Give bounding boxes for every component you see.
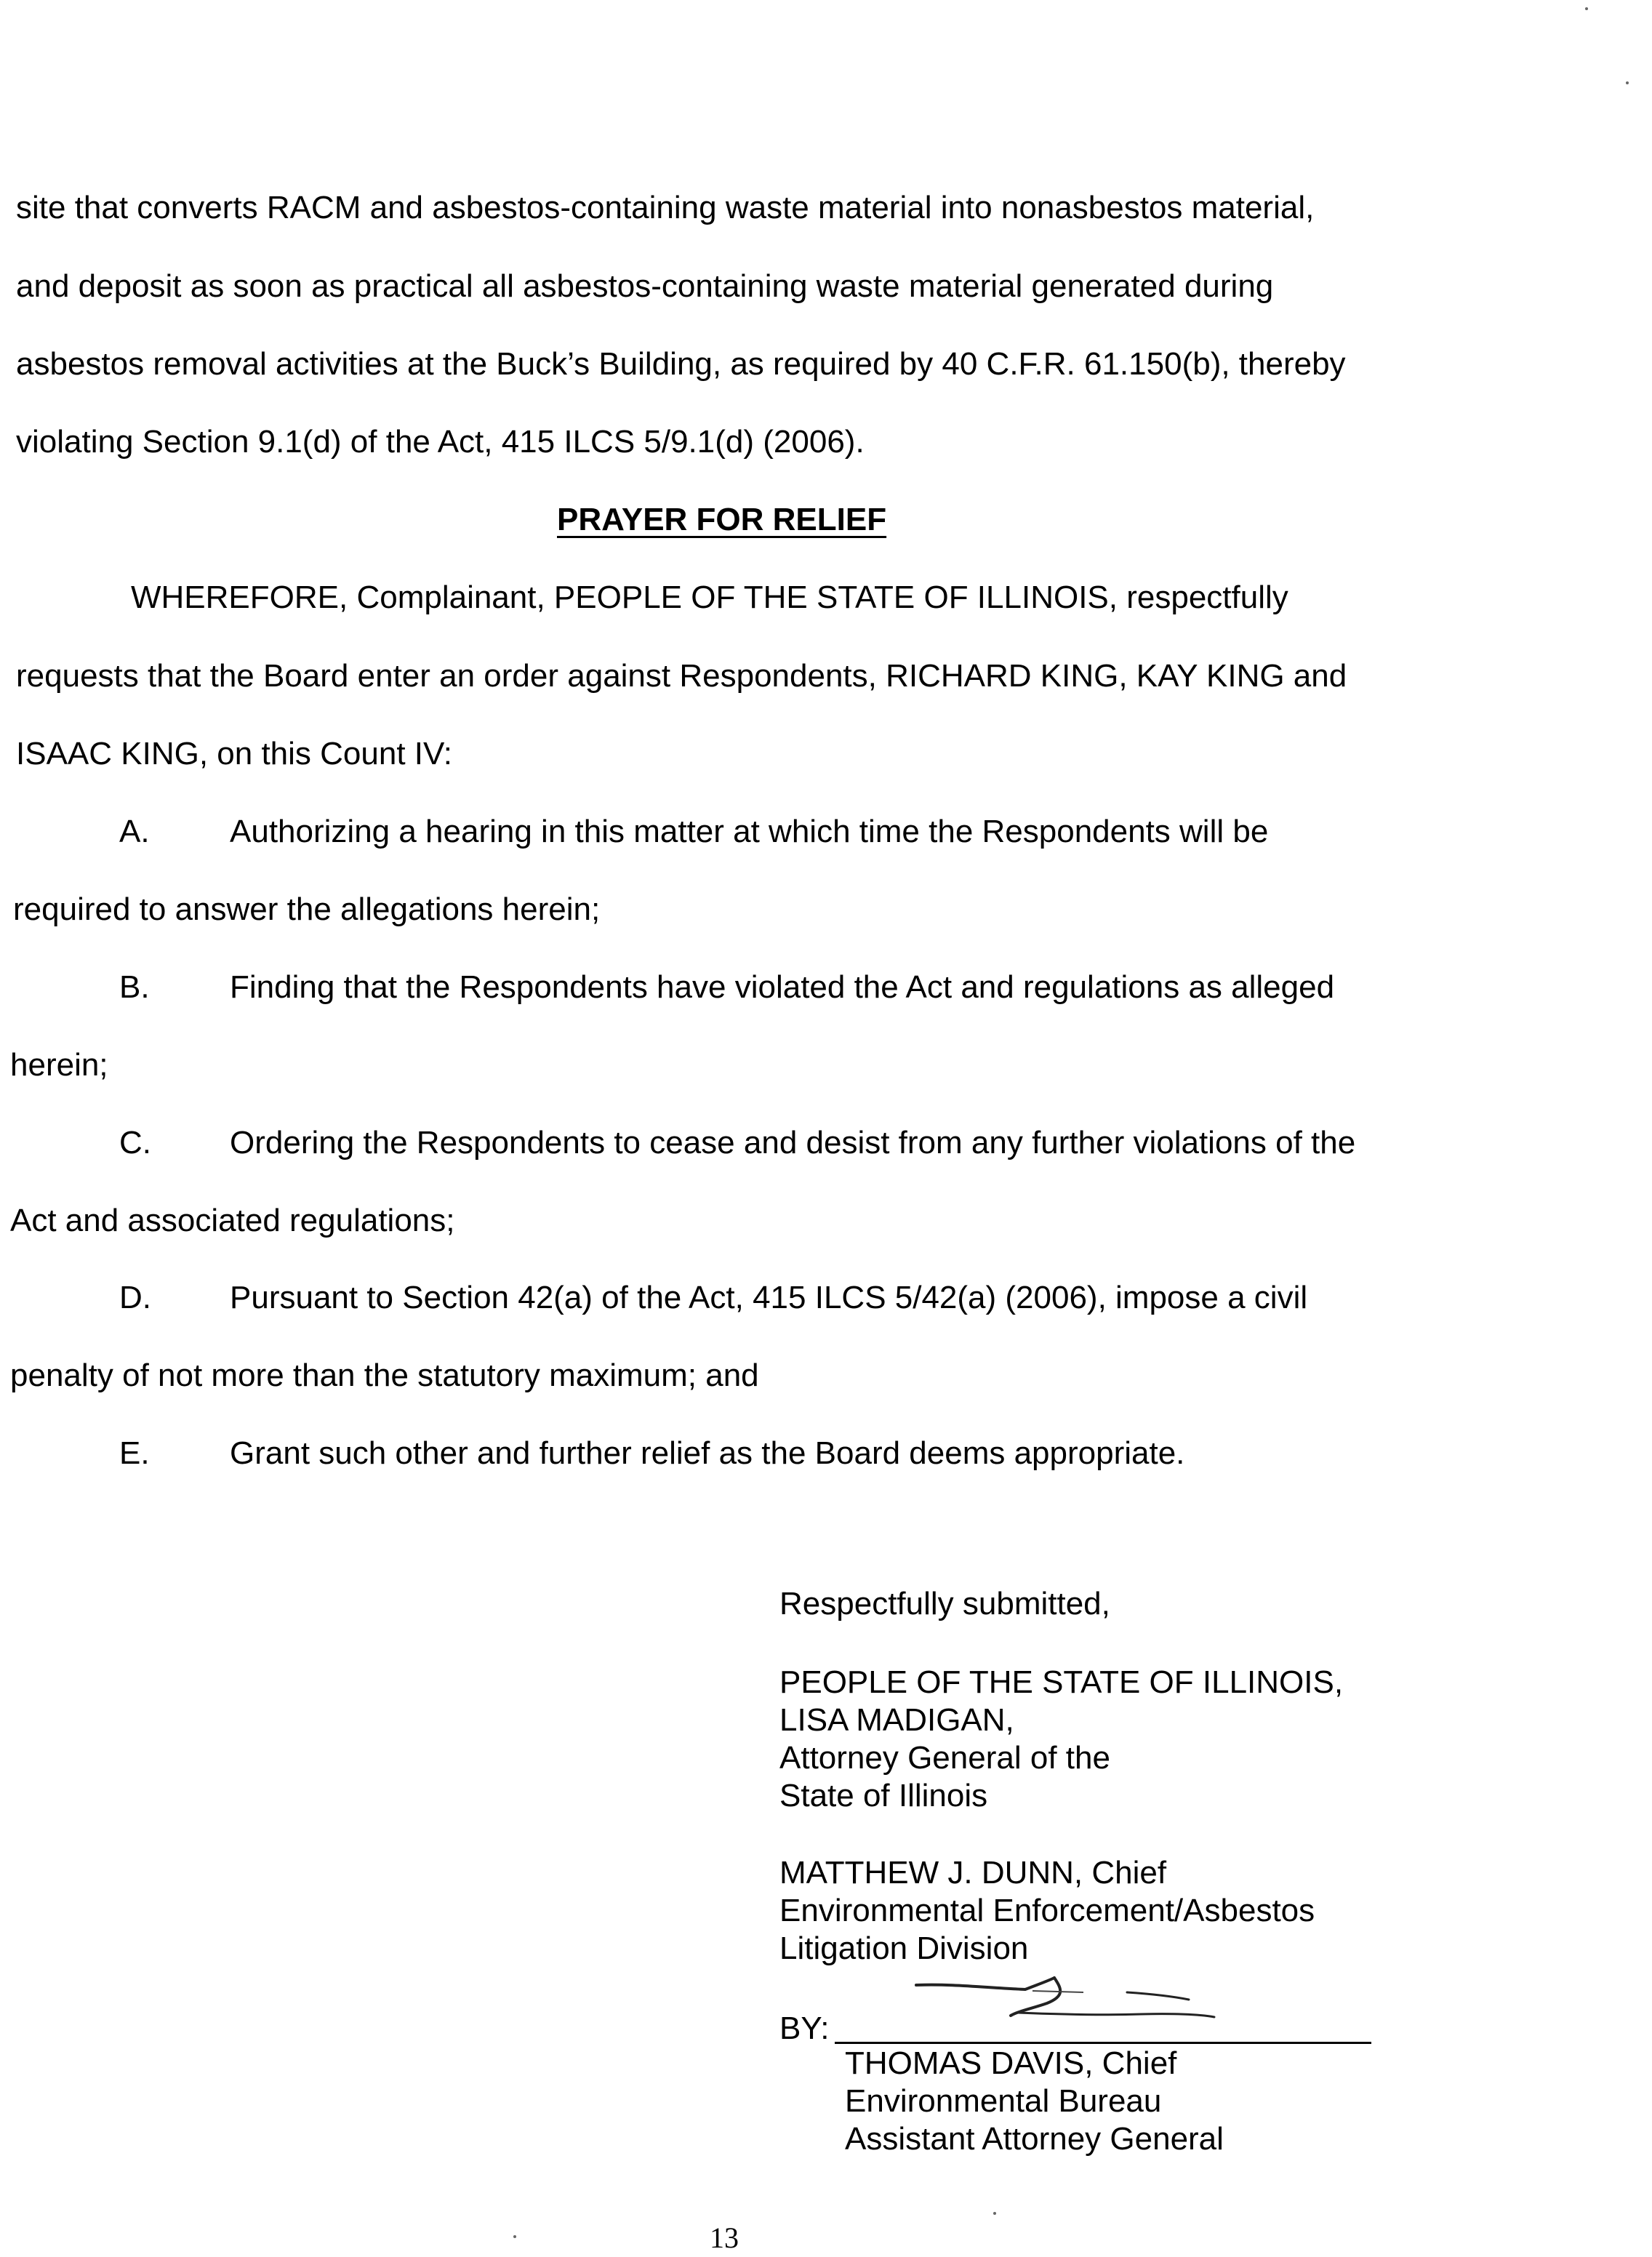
- continuation-line-3: asbestos removal activities at the Buck’s Building, as required by 40 C.F.R. 61.150(b), thereby: [16, 346, 1346, 382]
- scan-speck: [1626, 81, 1629, 84]
- chief-line-1: MATTHEW J. DUNN, Chief: [779, 1855, 1167, 1891]
- item-e-text: Grant such other and further relief as the Board deems appropriate.: [230, 1435, 1185, 1471]
- item-c-text: Ordering the Respondents to cease and desist from any further violations of the: [230, 1125, 1356, 1160]
- party-line-4: State of Illinois: [779, 1777, 988, 1813]
- continuation-line-4: violating Section 9.1(d) of the Act, 415 ILCS 5/9.1(d) (2006).: [16, 424, 865, 460]
- party-block: [779, 1664, 1343, 1815]
- item-e-label: E.: [119, 1435, 150, 1471]
- item-c-label: C.: [119, 1125, 151, 1160]
- item-d-continuation: penalty of not more than the statutory maximum; and: [10, 1358, 759, 1393]
- item-c-continuation: Act and associated regulations;: [10, 1203, 455, 1238]
- wherefore-line-1: WHEREFORE, Complainant, PEOPLE OF THE STATE OF ILLINOIS, respectfully: [131, 580, 1288, 615]
- prayer-for-relief-heading: PRAYER FOR RELIEF: [557, 502, 887, 537]
- page-number: 13: [710, 2221, 739, 2254]
- chief-block: [779, 1854, 1315, 1968]
- handwritten-signature: [909, 1963, 1229, 2029]
- by-label: BY:: [779, 2011, 830, 2046]
- item-d-text: Pursuant to Section 42(a) of the Act, 415 ILCS 5/42(a) (2006), impose a civil: [230, 1280, 1308, 1315]
- item-a-label: A.: [119, 814, 150, 849]
- item-b-label: B.: [119, 969, 150, 1005]
- wherefore-line-2: requests that the Board enter an order against Respondents, RICHARD KING, KAY KING and: [16, 658, 1347, 694]
- continuation-line-1: site that converts RACM and asbestos-containing waste material into nonasbestos material,: [16, 190, 1315, 225]
- continuation-line-2: and deposit as soon as practical all asbestos-containing waste material generated during: [16, 268, 1274, 304]
- signer-line-2: Environmental Bureau: [845, 2082, 1162, 2119]
- party-line-2: LISA MADIGAN,: [779, 1701, 1014, 1738]
- signer-line-3: Assistant Attorney General: [845, 2120, 1224, 2157]
- party-line-3: Attorney General of the: [779, 1739, 1110, 1776]
- signature-line: [835, 2042, 1371, 2044]
- scan-speck: [993, 2212, 996, 2215]
- item-b-text: Finding that the Respondents have violated the Act and regulations as alleged: [230, 969, 1335, 1005]
- scan-speck: [1585, 7, 1588, 10]
- item-a-text: Authorizing a hearing in this matter at which time the Respondents will be: [230, 814, 1269, 849]
- item-d-label: D.: [119, 1280, 151, 1315]
- chief-line-2: Environmental Enforcement/Asbestos: [779, 1892, 1315, 1928]
- closing: Respectfully submitted,: [779, 1586, 1110, 1621]
- item-a-continuation: required to answer the allegations herein;: [13, 891, 601, 927]
- signer-block: [845, 2045, 1224, 2158]
- signer-line-1: THOMAS DAVIS, Chief: [845, 2045, 1177, 2081]
- chief-line-3: Litigation Division: [779, 1930, 1029, 1966]
- wherefore-line-3: ISAAC KING, on this Count IV:: [16, 736, 452, 771]
- party-line-1: PEOPLE OF THE STATE OF ILLINOIS,: [779, 1664, 1344, 1700]
- item-b-continuation: herein;: [10, 1047, 108, 1083]
- scan-speck: [513, 2235, 516, 2238]
